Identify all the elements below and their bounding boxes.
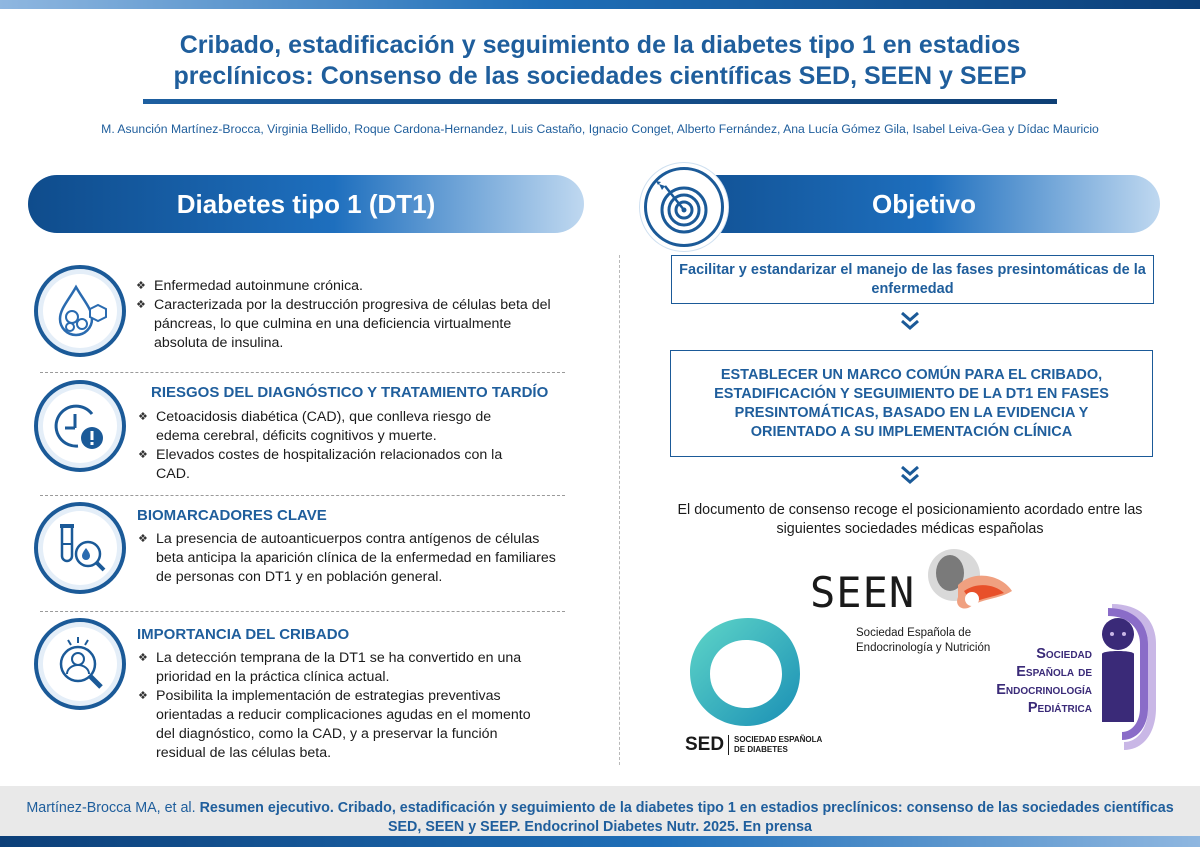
- section-divider: [40, 495, 565, 496]
- list-item: ❖ La detección temprana de la DT1 se ha convertido en una prioridad en la práctica clínica actual.: [136, 649, 536, 687]
- chevron-down-icon: [900, 310, 920, 337]
- late-diagnosis-risks-heading: RIESGOS DEL DIAGNÓSTICO Y TRATAMIENTO TARDÍO: [151, 384, 549, 401]
- list-item: ❖ Enfermedad autoinmune crónica.: [134, 277, 554, 296]
- objective-box-primary: Facilitar y estandarizar el manejo de las fases presintomáticas de la enfermedad: [671, 255, 1154, 304]
- blood-cells-drop-icon: [34, 265, 126, 357]
- sed-logo-wordmark: SED: [685, 734, 725, 755]
- key-biomarkers-list: [136, 530, 556, 587]
- key-biomarkers-heading: BIOMARCADORES CLAVE: [137, 507, 327, 524]
- sed-logo-caption: SOCIEDAD ESPAÑOLA DE DIABETES: [734, 735, 823, 754]
- section-divider: [40, 611, 565, 612]
- dt1-definition-list: [134, 277, 554, 353]
- list-item: ❖ Elevados costes de hospitalización relacionados con la CAD.: [136, 446, 536, 484]
- seep-logo-child-figure: [1094, 604, 1160, 750]
- sed-logo-mark: [684, 614, 804, 734]
- late-diagnosis-risks-list: [136, 408, 536, 484]
- seen-logo-caption: Sociedad Española de Endocrinología y Nutrición: [856, 627, 991, 654]
- objective-box-framework: ESTABLECER UN MARCO COMÚN PARA EL CRIBADO, ESTADIFICACIÓN Y SEGUIMIENTO DE LA DT1 EN FASES PRESINTOMÁTICAS, BASADO EN LA EVIDENCIA Y ORIENTADO A SU IMPLEMENTACIÓN CLÍNICA: [670, 350, 1153, 457]
- dt1-header-banner: Diabetes tipo 1 (DT1): [28, 175, 584, 233]
- target-icon: [644, 167, 724, 247]
- clock-alert-icon: [34, 380, 126, 472]
- person-search-icon: [34, 618, 126, 710]
- list-item: ❖ Cetoacidosis diabética (CAD), que conlleva riesgo de edema cerebral, déficits cognitivos y muerte.: [136, 408, 536, 446]
- column-divider: [619, 255, 620, 765]
- list-item: ❖ Posibilita la implementación de estrategias preventivas orientadas a reducir complicaciones agudas en el momento del diagnóstico, como la CAD, y a preservar la función residual de las células beta.: [136, 687, 536, 763]
- screening-importance-list: [136, 649, 536, 763]
- sed-logo-separator: [728, 735, 729, 755]
- seep-logo-wordmark: Sociedad Española de Endocrinología Pediátrica: [996, 646, 1092, 716]
- objective-header-banner: Objetivo: [648, 175, 1160, 233]
- bottom-accent-bar: [0, 836, 1200, 847]
- authors-line: M. Asunción Martínez-Brocca, Virginia Bellido, Roque Cardona-Hernandez, Luis Castaño, Ignacio Conget, Alberto Fernández, Ana Lucía Gómez Gila, Isabel Leiva-Gea y Dídac Mauricio: [101, 122, 1099, 136]
- consensus-statement: El documento de consenso recoge el posicionamiento acordado entre las siguientes sociedades médicas españolas: [677, 502, 1143, 537]
- page-title: Cribado, estadificación y seguimiento de la diabetes tipo 1 en estadios preclínicos: Consenso de las sociedades científicas SED, SEEN y SEEP: [173, 31, 1027, 90]
- seen-logo-wordmark: SEEN: [810, 568, 916, 617]
- top-accent-bar: [0, 0, 1200, 9]
- chevron-down-icon: [900, 464, 920, 491]
- title-underline: [143, 99, 1057, 104]
- list-item: ❖ La presencia de autoanticuerpos contra antígenos de células beta anticipa la aparición clínica de la enfermedad en familiares de personas con DT1 y en población general.: [136, 530, 556, 587]
- section-divider: [40, 372, 565, 373]
- test-tube-magnifier-icon: [34, 502, 126, 594]
- screening-importance-heading: IMPORTANCIA DEL CRIBADO: [137, 626, 350, 643]
- list-item: ❖ Caracterizada por la destrucción progresiva de células beta del páncreas, lo que culmina en una deficiencia virtualmente absoluta de insulina.: [134, 296, 554, 353]
- footer-citation: Martínez-Brocca MA, et al. Resumen ejecutivo. Cribado, estadificación y seguimiento de la diabetes tipo 1 en estadios preclínicos: consenso de las sociedades científicas SED, SEEN y SEEP. Endocrinol Diabetes Nutr. 2025. En prensa: [26, 800, 1174, 835]
- seen-logo-mark: [918, 545, 1018, 627]
